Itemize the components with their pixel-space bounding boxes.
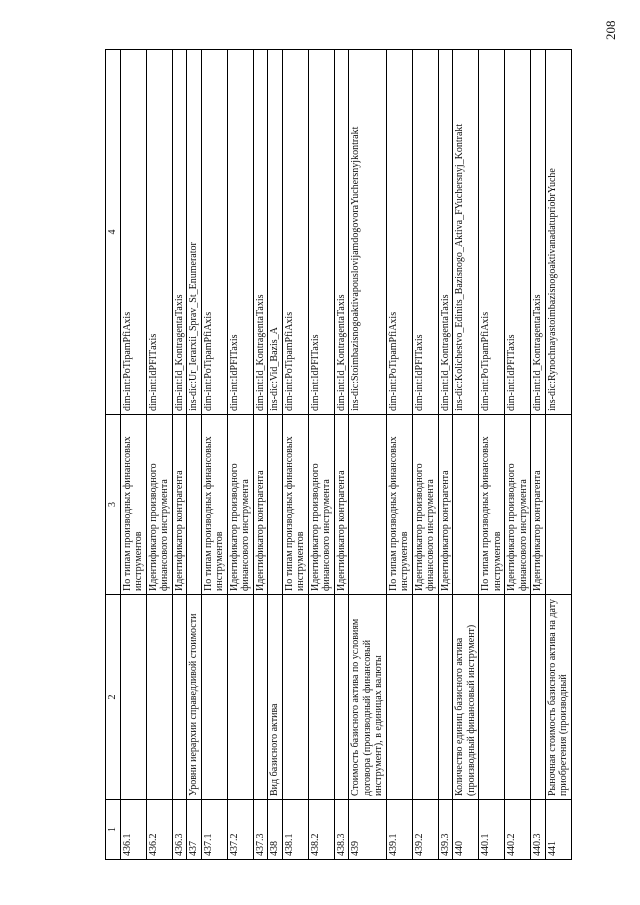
row-number: 436.3 [172,800,187,860]
table-row [349,50,387,860]
row-number: 439.2 [412,800,438,860]
table-row [172,50,187,860]
row-attribute: Идентификатор производного финансового инструмента [227,415,253,595]
row-description [146,595,172,800]
row-number: 437.1 [201,800,227,860]
row-code: ins-dic:Kolichestvo_Edinits_Bazisnogo_Aktiva_FYuchersnyj_Kontrakt [453,50,479,415]
header-col-4: 4 [106,50,121,415]
table-row [386,50,412,860]
row-code: dim-int:Id_KontragentaTaxis [438,50,453,415]
row-description [253,595,268,800]
row-code: ins-dic:RynochnayastoimbazisnogoaktivanadatupriobrYuche [545,50,571,415]
row-code: dim-int:IdPFITaxis [505,50,531,415]
table-row [187,50,202,860]
row-description [308,595,334,800]
register-table [105,49,572,860]
table-row [479,50,505,860]
register-table-body [106,50,572,860]
row-number: 440.2 [505,800,531,860]
row-code: ins-dic:Ur_Ierarxii_Sprav_St_Enumerator [187,50,202,415]
row-description: Вид базисного актива [268,595,283,800]
row-number: 440.1 [479,800,505,860]
header-row [106,50,121,860]
row-description: Рыночная стоимость базисного актива на дату приобретения (производный [545,595,571,800]
row-code: ins-dic:StoimbazisnogoaktivapouslovijamdogovoraYuchersnyjkontrakt [349,50,387,415]
row-attribute: Идентификатор производного финансового инструмента [146,415,172,595]
row-attribute: Идентификатор контрагента [253,415,268,595]
row-code: dim-int:Id_KontragentaTaxis [172,50,187,415]
row-attribute: Идентификатор контрагента [334,415,349,595]
row-attribute: По типам производных финансовых инструментов [201,415,227,595]
table-row [308,50,334,860]
row-description [282,595,308,800]
table-row [120,50,146,860]
row-description [412,595,438,800]
row-number: 436.2 [146,800,172,860]
table-row [453,50,479,860]
row-attribute: Идентификатор контрагента [531,415,546,595]
row-number: 440.3 [531,800,546,860]
row-code: dim-int:PoTipamPfiAxis [120,50,146,415]
row-description [172,595,187,800]
row-code: dim-int:IdPFIТaxis [146,50,172,415]
table-row [412,50,438,860]
row-attribute: Идентификатор контрагента [438,415,453,595]
row-description [227,595,253,800]
row-description [479,595,505,800]
row-attribute: По типам производных финансовых инструментов [479,415,505,595]
table-row [545,50,571,860]
row-number: 438.1 [282,800,308,860]
row-code: dim-int:IdPFITaxis [308,50,334,415]
row-attribute: Идентификатор контрагента [172,415,187,595]
row-number: 437.3 [253,800,268,860]
row-code: dim-int:PoTipamPfiAxis [282,50,308,415]
table-row [201,50,227,860]
table-row [531,50,546,860]
rotated-page-content [105,50,605,860]
page-number: 208 [603,20,618,40]
row-description [120,595,146,800]
row-attribute: Идентификатор производного финансового инструмента [308,415,334,595]
table-row [282,50,308,860]
row-attribute: По типам производных финансовых инструментов [120,415,146,595]
row-number: 440 [453,800,479,860]
table-row [146,50,172,860]
row-attribute: Идентификатор производного финансового инструмента [412,415,438,595]
header-col-1: 1 [106,800,121,860]
row-description: Уровни иерархии справедливой стоимости [187,595,202,800]
row-number: 439 [349,800,387,860]
row-attribute: По типам производных финансовых инструментов [282,415,308,595]
row-attribute: По типам производных финансовых инструментов [386,415,412,595]
row-description: Количество единиц базисного актива (производный финансовый инструмент) [453,595,479,800]
header-col-2: 2 [106,595,121,800]
row-description [438,595,453,800]
row-number: 437.2 [227,800,253,860]
row-description [531,595,546,800]
table-row [268,50,283,860]
row-description [505,595,531,800]
row-code: ins-dic:Vid_Bazis_A [268,50,283,415]
row-code: dim-int:PoTipamPfiAxis [201,50,227,415]
row-code: dim-int:PoTipamPfiAxis [479,50,505,415]
row-code: dim-int:Id_KontragentaTaxis [531,50,546,415]
table-row [227,50,253,860]
row-description [334,595,349,800]
row-number: 437 [187,800,202,860]
row-code: dim-int:Id_KontragentaTaxis [334,50,349,415]
row-code: dim-int:PoTipamPfiAxis [386,50,412,415]
table-row [334,50,349,860]
row-attribute [453,415,479,595]
row-number: 436.1 [120,800,146,860]
row-number: 438 [268,800,283,860]
row-attribute: Идентификатор производного финансового инструмента [505,415,531,595]
row-number: 439.1 [386,800,412,860]
table-row [505,50,531,860]
row-description [201,595,227,800]
table-row [438,50,453,860]
row-attribute [268,415,283,595]
row-description: Стоимость базисного актива по условиям договора (производный финансовый инструмент), в единицах валюты [349,595,387,800]
row-code: dim-int:IdPFITaxis [227,50,253,415]
row-attribute [545,415,571,595]
row-code: dim-int:Id_KontragentaTaxis [253,50,268,415]
row-number: 439.3 [438,800,453,860]
row-attribute [187,415,202,595]
row-attribute [349,415,387,595]
row-number: 441 [545,800,571,860]
row-description [386,595,412,800]
row-code: dim-int:IdPFITaxis [412,50,438,415]
table-row [253,50,268,860]
row-number: 438.2 [308,800,334,860]
header-col-3: 3 [106,415,121,595]
row-number: 438.3 [334,800,349,860]
